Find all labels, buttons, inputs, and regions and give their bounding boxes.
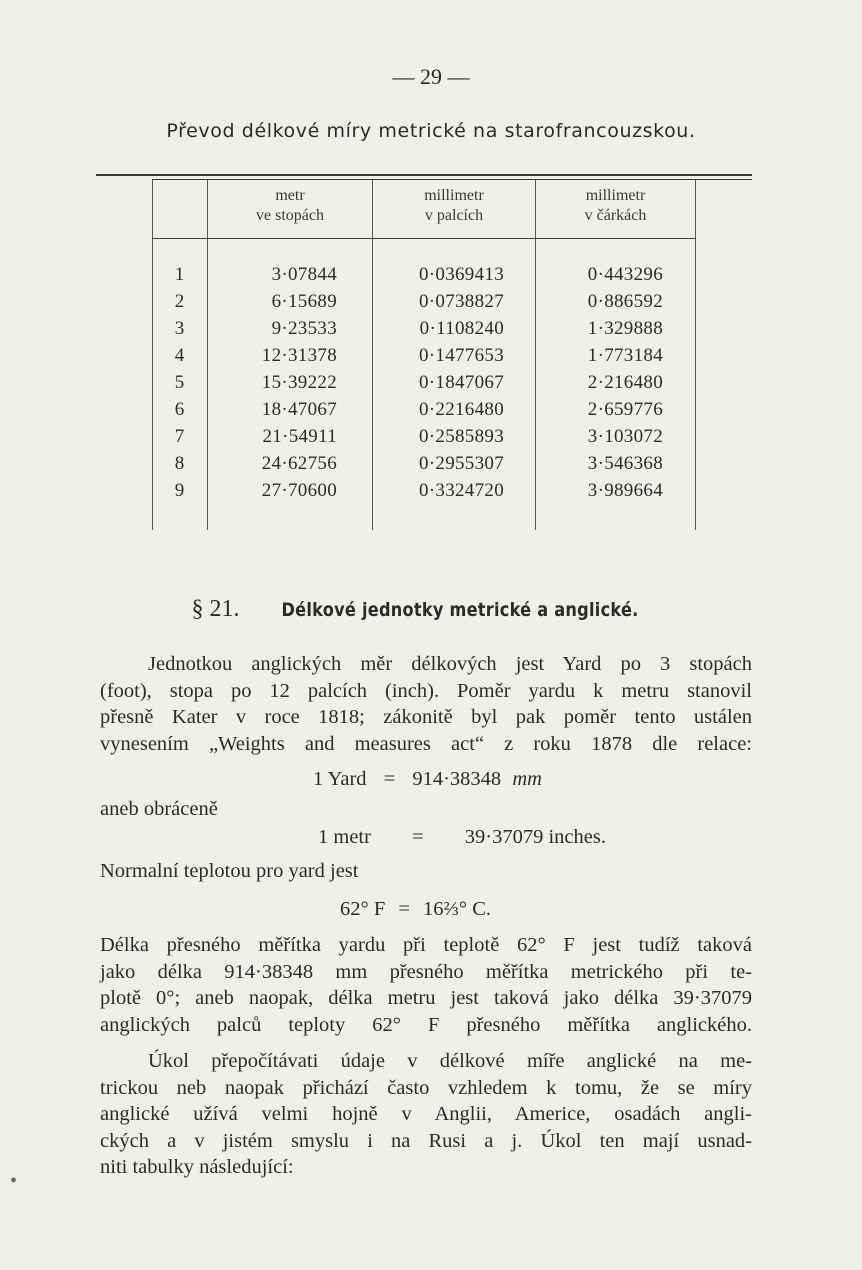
line-value: 2·216480: [587, 372, 663, 393]
paragraph-line: niti tabulky následující:: [100, 1156, 294, 1178]
inch-value: 0·3324720: [418, 480, 504, 501]
paragraph-line: jako délka 914·38348 mm přesného měřítka metrického při te-: [100, 960, 752, 983]
table-row: [152, 288, 695, 315]
row-index: 9: [174, 480, 185, 501]
feet-value: 3·07844: [271, 264, 337, 285]
table-row: [152, 261, 695, 288]
table-top-rule: [96, 174, 752, 176]
column-header-line: millimetr: [424, 187, 484, 204]
section-title: Délkové jednotky metrické a anglické.: [281, 599, 640, 621]
row-index: 6: [174, 399, 185, 420]
paragraph-line: vynesením „Weights and measures act“ z roku 1878 dle relace:: [100, 732, 752, 755]
row-index: 3: [174, 318, 185, 339]
paragraph-line: ckých a v jistém smyslu i na Rusi a j. Úkol ten mají usnad-: [100, 1129, 752, 1152]
feet-value: 9·23533: [271, 318, 337, 339]
column-header: [373, 186, 535, 226]
column-header-line: v čárkách: [584, 207, 647, 224]
paragraph: [100, 932, 752, 1038]
feet-value: 6·15689: [271, 291, 337, 312]
equation-sign: =: [398, 898, 410, 920]
equation-left: 62° F: [340, 898, 386, 920]
equation-sign: =: [412, 826, 424, 848]
inch-value: 0·1477653: [418, 345, 504, 366]
equation-right: 914·38348: [412, 768, 502, 790]
table-row: [152, 342, 695, 369]
paragraph-line: anglických palců teploty 62° F přesného měřítka anglického.: [100, 1013, 752, 1036]
equation-unit: mm: [512, 768, 542, 790]
equation-sign: =: [383, 768, 396, 790]
equation-right: 16⅔° C.: [423, 898, 492, 920]
section-number: § 21.: [191, 596, 240, 622]
table-row: [152, 315, 695, 342]
paragraph-line: trickou neb naopak přichází často vzhledem k tomu, že se míry: [100, 1076, 752, 1099]
table-row: [152, 369, 695, 396]
column-header: [536, 186, 695, 226]
inch-value: 0·2585893: [418, 426, 504, 447]
inch-value: 0·1108240: [419, 318, 504, 339]
table-body: [152, 261, 695, 504]
line-value: 3·546368: [587, 453, 663, 474]
table-row: [152, 450, 695, 477]
column-header-line: millimetr: [585, 187, 646, 204]
equation-yard: [313, 768, 542, 791]
row-index: 1: [174, 264, 185, 285]
equation-temperature: [340, 898, 491, 921]
column-divider: [695, 180, 696, 530]
paragraph-line: Délka přesného měřítka yardu při teplotě 62° F jest tudíž taková: [100, 934, 752, 956]
feet-value: 15·39222: [261, 372, 337, 393]
section-heading: [0, 596, 862, 623]
column-header-line: metr: [275, 187, 305, 204]
line-value: 3·989664: [587, 480, 663, 501]
table-title: Převod délkové míry metrické na starofrancouzskou.: [166, 120, 696, 142]
inch-value: 0·0369413: [418, 264, 504, 285]
paragraph-line: Jednotkou anglických měr délkových jest Yard po 3 stopách: [148, 653, 752, 675]
table-header-rule: [152, 238, 695, 239]
equation-metre: [318, 826, 606, 849]
table-row: [152, 396, 695, 423]
conjunction-line: aneb obráceně: [100, 798, 218, 820]
feet-value: 12·31378: [261, 345, 337, 366]
feet-value: 27·70600: [261, 480, 337, 501]
equation-left: 1 Yard: [313, 768, 367, 790]
row-index: 5: [174, 372, 185, 393]
page-number: — 29 —: [392, 64, 470, 89]
line-value: 1·773184: [587, 345, 663, 366]
inch-value: 0·0738827: [418, 291, 504, 312]
conversion-table: [0, 0, 862, 560]
column-header: [208, 186, 372, 226]
paragraph-line: Úkol přepočítávati údaje v délkové míře anglické na me-: [148, 1050, 752, 1072]
column-header-line: ve stopách: [256, 207, 324, 224]
line-value: 3·103072: [587, 426, 663, 447]
temperature-line: Normalní teplotou pro yard jest: [100, 860, 359, 882]
row-index: 2: [174, 291, 185, 312]
paragraph: [100, 651, 752, 757]
inch-value: 0·2216480: [418, 399, 504, 420]
row-index: 8: [174, 453, 185, 474]
paragraph-line: plotě 0°; aneb naopak, délka metru jest taková jako délka 39·37079: [100, 987, 752, 1009]
column-header-line: v palcích: [424, 207, 484, 224]
row-index: 4: [174, 345, 185, 366]
table-row: [152, 477, 695, 504]
margin-mark: •: [10, 1170, 18, 1192]
row-index: 7: [174, 426, 185, 447]
table-top-rule-2: [152, 179, 752, 180]
inch-value: 0·1847067: [418, 372, 504, 393]
paragraph-line: přesně Kater v roce 1818; zákonitě byl pak poměr tento ustálen: [100, 706, 752, 728]
feet-value: 24·62756: [261, 453, 337, 474]
line-value: 0·886592: [587, 291, 663, 312]
table-row: [152, 423, 695, 450]
inch-value: 0·2955307: [418, 453, 504, 474]
feet-value: 21·54911: [262, 426, 337, 447]
line-value: 1·329888: [587, 318, 663, 339]
paragraph-line: anglické užívá velmi hojně v Anglii, Americe, osadách angli-: [100, 1103, 752, 1125]
equation-left: 1 metr: [318, 826, 371, 848]
equation-right: 39·37079 inches.: [464, 826, 606, 848]
line-value: 0·443296: [587, 264, 663, 285]
feet-value: 18·47067: [261, 399, 337, 420]
line-value: 2·659776: [587, 399, 663, 420]
paragraph-line: (foot), stopa po 12 palcích (inch). Poměr yardu k metru stanovil: [100, 679, 752, 702]
paragraph: [100, 1048, 752, 1181]
